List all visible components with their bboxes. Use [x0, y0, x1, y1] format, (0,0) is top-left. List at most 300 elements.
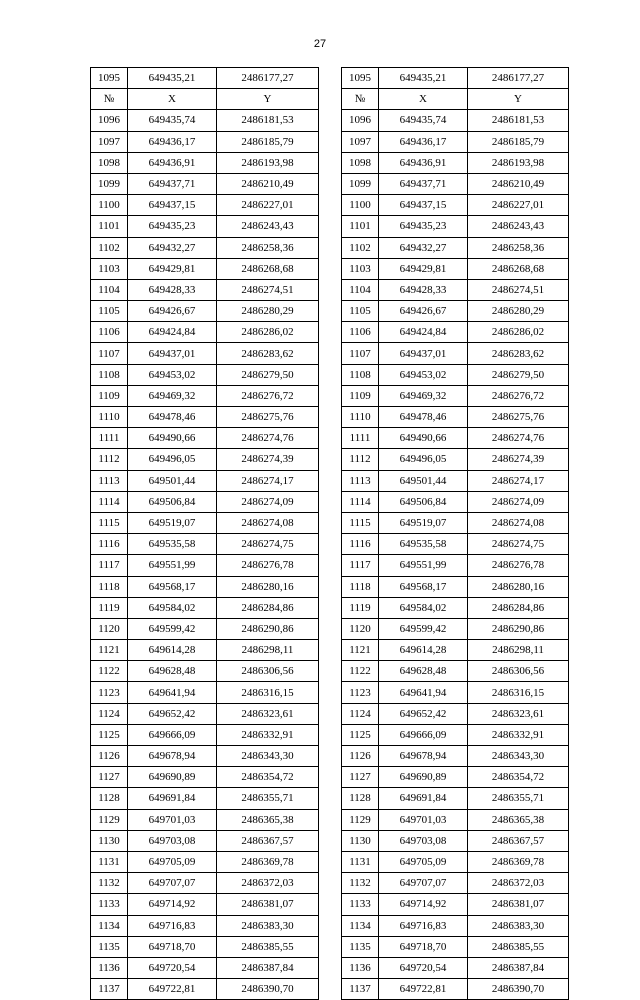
x-coordinate-cell-right: 649424,84: [379, 322, 468, 343]
point-number-cell-right: 1112: [342, 449, 379, 470]
y-coordinate-cell-left: 2486274,17: [217, 470, 319, 491]
table-gap: [319, 301, 342, 322]
point-number-cell-right: 1134: [342, 915, 379, 936]
x-coordinate-cell-right: 649599,42: [379, 618, 468, 639]
coordinates-table-body: [91, 68, 569, 1000]
table-row: [91, 279, 569, 300]
point-number-cell-left: 1120: [91, 618, 128, 639]
point-number-cell-left: 1129: [91, 809, 128, 830]
table-gap: [319, 279, 342, 300]
point-number-cell-right: 1133: [342, 894, 379, 915]
point-number-cell-right: 1095: [342, 68, 379, 89]
point-number-cell-left: 1108: [91, 364, 128, 385]
point-number-cell-right: 1116: [342, 534, 379, 555]
table-gap: [319, 936, 342, 957]
y-coordinate-cell-left: 2486227,01: [217, 195, 319, 216]
y-coordinate-cell-right: 2486177,27: [468, 68, 569, 89]
x-coordinate-cell-right: 649496,05: [379, 449, 468, 470]
table-row: [91, 173, 569, 194]
y-coordinate-cell-left: 2486383,30: [217, 915, 319, 936]
x-coordinate-cell-right: 649426,67: [379, 301, 468, 322]
table-gap: [319, 640, 342, 661]
table-row: [91, 237, 569, 258]
y-coordinate-cell-right: 2486181,53: [468, 110, 569, 131]
y-coordinate-cell-left: 2486298,11: [217, 640, 319, 661]
table-gap: [319, 957, 342, 978]
x-coordinate-cell-left: 649469,32: [128, 385, 217, 406]
x-coordinate-cell-right: 649614,28: [379, 640, 468, 661]
table-row: [91, 618, 569, 639]
point-number-cell-left: 1097: [91, 131, 128, 152]
table-row: [91, 682, 569, 703]
table-row: [91, 131, 569, 152]
table-gap: [319, 152, 342, 173]
point-number-cell-left: 1127: [91, 767, 128, 788]
point-number-cell-left: 1113: [91, 470, 128, 491]
table-row: [91, 534, 569, 555]
x-coordinate-cell-right: 649691,84: [379, 788, 468, 809]
point-number-cell-left: 1100: [91, 195, 128, 216]
point-number-cell-right: 1126: [342, 746, 379, 767]
point-number-cell-right: 1107: [342, 343, 379, 364]
table-gap: [319, 470, 342, 491]
y-coordinate-cell-right: 2486298,11: [468, 640, 569, 661]
point-number-cell-left: 1095: [91, 68, 128, 89]
y-coordinate-cell-right: 2486323,61: [468, 703, 569, 724]
x-coordinate-cell-right: 649690,89: [379, 767, 468, 788]
y-coordinate-cell-left: 2486243,43: [217, 216, 319, 237]
table-row: [91, 640, 569, 661]
point-number-cell-right: 1120: [342, 618, 379, 639]
y-coordinate-cell-right: 2486274,08: [468, 512, 569, 533]
x-coordinate-cell-left: 649435,74: [128, 110, 217, 131]
point-number-cell-left: 1115: [91, 512, 128, 533]
x-coordinate-cell-left: 649666,09: [128, 724, 217, 745]
table-gap: [319, 830, 342, 851]
x-coordinate-cell-right: 649641,94: [379, 682, 468, 703]
point-number-cell-right: 1102: [342, 237, 379, 258]
table-row: [91, 512, 569, 533]
y-coordinate-cell-right: 2486210,49: [468, 173, 569, 194]
y-coordinate-cell-right: 2486276,78: [468, 555, 569, 576]
table-gap: [319, 534, 342, 555]
table-gap: [319, 491, 342, 512]
y-coordinate-cell-left: 2486280,16: [217, 576, 319, 597]
y-coordinate-cell-right: 2486332,91: [468, 724, 569, 745]
point-number-cell-right: 1128: [342, 788, 379, 809]
y-coordinate-cell-right: 2486381,07: [468, 894, 569, 915]
x-coordinate-cell-right: 649652,42: [379, 703, 468, 724]
table-row: [91, 788, 569, 809]
y-coordinate-cell-left: 2486274,75: [217, 534, 319, 555]
coordinates-table: [90, 67, 569, 1000]
table-row: [91, 110, 569, 131]
x-coordinate-cell-left: 649722,81: [128, 979, 217, 1000]
y-coordinate-cell-right: 2486385,55: [468, 936, 569, 957]
x-coordinate-cell-right: 649437,71: [379, 173, 468, 194]
y-coordinate-cell-left: 2486387,84: [217, 957, 319, 978]
x-coordinate-cell-right: 649714,92: [379, 894, 468, 915]
point-number-cell-left: 1122: [91, 661, 128, 682]
point-number-cell-left: 1118: [91, 576, 128, 597]
x-coordinate-cell-right: 649718,70: [379, 936, 468, 957]
table-row: [91, 851, 569, 872]
header-x-left: X: [128, 89, 217, 110]
y-coordinate-cell-left: 2486283,62: [217, 343, 319, 364]
x-coordinate-cell-left: 649718,70: [128, 936, 217, 957]
y-coordinate-cell-left: 2486274,39: [217, 449, 319, 470]
x-coordinate-cell-left: 649678,94: [128, 746, 217, 767]
x-coordinate-cell-right: 649435,21: [379, 68, 468, 89]
x-coordinate-cell-right: 649436,91: [379, 152, 468, 173]
table-row: [91, 364, 569, 385]
table-gap: [319, 576, 342, 597]
header-y-right: Y: [468, 89, 569, 110]
point-number-cell-left: 1112: [91, 449, 128, 470]
y-coordinate-cell-right: 2486275,76: [468, 407, 569, 428]
point-number-cell-left: 1121: [91, 640, 128, 661]
x-coordinate-cell-right: 649535,58: [379, 534, 468, 555]
y-coordinate-cell-left: 2486354,72: [217, 767, 319, 788]
point-number-cell-left: 1137: [91, 979, 128, 1000]
table-gap: [319, 322, 342, 343]
point-number-cell-left: 1114: [91, 491, 128, 512]
table-row: [91, 576, 569, 597]
x-coordinate-cell-left: 649435,21: [128, 68, 217, 89]
x-coordinate-cell-right: 649568,17: [379, 576, 468, 597]
point-number-cell-right: 1100: [342, 195, 379, 216]
x-coordinate-cell-right: 649701,03: [379, 809, 468, 830]
table-header-row: [91, 89, 569, 110]
x-coordinate-cell-right: 649501,44: [379, 470, 468, 491]
x-coordinate-cell-left: 649691,84: [128, 788, 217, 809]
y-coordinate-cell-right: 2486258,36: [468, 237, 569, 258]
table-row: [91, 894, 569, 915]
x-coordinate-cell-left: 649436,17: [128, 131, 217, 152]
header-x-right: X: [379, 89, 468, 110]
x-coordinate-cell-left: 649424,84: [128, 322, 217, 343]
y-coordinate-cell-left: 2486385,55: [217, 936, 319, 957]
point-number-cell-left: 1110: [91, 407, 128, 428]
x-coordinate-cell-left: 649614,28: [128, 640, 217, 661]
y-coordinate-cell-right: 2486243,43: [468, 216, 569, 237]
table-row: [91, 703, 569, 724]
y-coordinate-cell-left: 2486274,09: [217, 491, 319, 512]
x-coordinate-cell-right: 649628,48: [379, 661, 468, 682]
point-number-cell-left: 1135: [91, 936, 128, 957]
table-row: [91, 216, 569, 237]
point-number-cell-right: 1106: [342, 322, 379, 343]
table-gap: [319, 724, 342, 745]
table-gap: [319, 703, 342, 724]
table-row: [91, 385, 569, 406]
table-row: [91, 597, 569, 618]
table-row: [91, 152, 569, 173]
y-coordinate-cell-right: 2486306,56: [468, 661, 569, 682]
point-number-cell-left: 1105: [91, 301, 128, 322]
y-coordinate-cell-right: 2486274,09: [468, 491, 569, 512]
point-number-cell-left: 1128: [91, 788, 128, 809]
table-gap: [319, 343, 342, 364]
point-number-cell-right: 1131: [342, 851, 379, 872]
point-number-cell-right: 1130: [342, 830, 379, 851]
y-coordinate-cell-left: 2486276,72: [217, 385, 319, 406]
point-number-cell-left: 1119: [91, 597, 128, 618]
y-coordinate-cell-right: 2486280,16: [468, 576, 569, 597]
table-gap: [319, 661, 342, 682]
table-row: [91, 979, 569, 1000]
x-coordinate-cell-right: 649678,94: [379, 746, 468, 767]
table-row: [91, 195, 569, 216]
table-gap: [319, 788, 342, 809]
point-number-cell-left: 1106: [91, 322, 128, 343]
table-gap: [319, 237, 342, 258]
point-number-cell-left: 1101: [91, 216, 128, 237]
table-row: [91, 470, 569, 491]
y-coordinate-cell-left: 2486177,27: [217, 68, 319, 89]
point-number-cell-right: 1121: [342, 640, 379, 661]
y-coordinate-cell-right: 2486372,03: [468, 873, 569, 894]
x-coordinate-cell-left: 649501,44: [128, 470, 217, 491]
table-gap: [319, 682, 342, 703]
x-coordinate-cell-left: 649478,46: [128, 407, 217, 428]
x-coordinate-cell-right: 649436,17: [379, 131, 468, 152]
x-coordinate-cell-right: 649703,08: [379, 830, 468, 851]
y-coordinate-cell-left: 2486367,57: [217, 830, 319, 851]
y-coordinate-cell-right: 2486280,29: [468, 301, 569, 322]
point-number-cell-right: 1096: [342, 110, 379, 131]
y-coordinate-cell-right: 2486343,30: [468, 746, 569, 767]
point-number-cell-left: 1136: [91, 957, 128, 978]
y-coordinate-cell-left: 2486276,78: [217, 555, 319, 576]
y-coordinate-cell-right: 2486365,38: [468, 809, 569, 830]
table-gap: [319, 746, 342, 767]
point-number-cell-right: 1097: [342, 131, 379, 152]
y-coordinate-cell-left: 2486381,07: [217, 894, 319, 915]
point-number-cell-left: 1132: [91, 873, 128, 894]
table-gap: [319, 428, 342, 449]
x-coordinate-cell-right: 649716,83: [379, 915, 468, 936]
point-number-cell-right: 1124: [342, 703, 379, 724]
y-coordinate-cell-left: 2486274,76: [217, 428, 319, 449]
table-gap: [319, 68, 342, 89]
y-coordinate-cell-left: 2486280,29: [217, 301, 319, 322]
y-coordinate-cell-right: 2486369,78: [468, 851, 569, 872]
table-gap: [319, 195, 342, 216]
point-number-cell-right: 1099: [342, 173, 379, 194]
y-coordinate-cell-right: 2486268,68: [468, 258, 569, 279]
table-gap: [319, 89, 342, 110]
table-row: [91, 322, 569, 343]
x-coordinate-cell-right: 649478,46: [379, 407, 468, 428]
x-coordinate-cell-left: 649436,91: [128, 152, 217, 173]
y-coordinate-cell-right: 2486274,76: [468, 428, 569, 449]
y-coordinate-cell-left: 2486332,91: [217, 724, 319, 745]
table-gap: [319, 364, 342, 385]
point-number-cell-right: 1132: [342, 873, 379, 894]
x-coordinate-cell-left: 649437,15: [128, 195, 217, 216]
point-number-cell-left: 1104: [91, 279, 128, 300]
y-coordinate-cell-right: 2486286,02: [468, 322, 569, 343]
table-gap: [319, 618, 342, 639]
x-coordinate-cell-right: 649720,54: [379, 957, 468, 978]
table-gap: [319, 915, 342, 936]
x-coordinate-cell-left: 649551,99: [128, 555, 217, 576]
x-coordinate-cell-left: 649690,89: [128, 767, 217, 788]
table-row: [91, 491, 569, 512]
point-number-cell-right: 1103: [342, 258, 379, 279]
table-row: [91, 830, 569, 851]
x-coordinate-cell-right: 649707,07: [379, 873, 468, 894]
point-number-cell-right: 1111: [342, 428, 379, 449]
point-number-cell-right: 1108: [342, 364, 379, 385]
table-gap: [319, 597, 342, 618]
x-coordinate-cell-left: 649429,81: [128, 258, 217, 279]
table-row: [91, 343, 569, 364]
point-number-cell-right: 1098: [342, 152, 379, 173]
point-number-cell-right: 1113: [342, 470, 379, 491]
y-coordinate-cell-right: 2486367,57: [468, 830, 569, 851]
y-coordinate-cell-left: 2486279,50: [217, 364, 319, 385]
table-gap: [319, 979, 342, 1000]
y-coordinate-cell-right: 2486274,39: [468, 449, 569, 470]
point-number-cell-left: 1099: [91, 173, 128, 194]
y-coordinate-cell-left: 2486306,56: [217, 661, 319, 682]
x-coordinate-cell-right: 649551,99: [379, 555, 468, 576]
point-number-cell-right: 1110: [342, 407, 379, 428]
x-coordinate-cell-left: 649437,71: [128, 173, 217, 194]
x-coordinate-cell-right: 649506,84: [379, 491, 468, 512]
x-coordinate-cell-right: 649437,15: [379, 195, 468, 216]
point-number-cell-right: 1109: [342, 385, 379, 406]
y-coordinate-cell-left: 2486181,53: [217, 110, 319, 131]
y-coordinate-cell-left: 2486274,08: [217, 512, 319, 533]
table-row: [91, 746, 569, 767]
y-coordinate-cell-right: 2486274,75: [468, 534, 569, 555]
point-number-cell-right: 1104: [342, 279, 379, 300]
x-coordinate-cell-left: 649453,02: [128, 364, 217, 385]
y-coordinate-cell-right: 2486383,30: [468, 915, 569, 936]
point-number-cell-left: 1103: [91, 258, 128, 279]
point-number-cell-left: 1117: [91, 555, 128, 576]
table-gap: [319, 131, 342, 152]
table-gap: [319, 555, 342, 576]
table-gap: [319, 110, 342, 131]
y-coordinate-cell-left: 2486193,98: [217, 152, 319, 173]
point-number-cell-right: 1115: [342, 512, 379, 533]
x-coordinate-cell-left: 649716,83: [128, 915, 217, 936]
x-coordinate-cell-left: 649707,07: [128, 873, 217, 894]
x-coordinate-cell-left: 649652,42: [128, 703, 217, 724]
table-gap: [319, 173, 342, 194]
x-coordinate-cell-left: 649496,05: [128, 449, 217, 470]
point-number-cell-right: 1123: [342, 682, 379, 703]
y-coordinate-cell-left: 2486343,30: [217, 746, 319, 767]
table-row: [91, 301, 569, 322]
table-row: [91, 873, 569, 894]
table-row: [91, 449, 569, 470]
table-gap: [319, 385, 342, 406]
point-number-cell-right: 1117: [342, 555, 379, 576]
point-number-cell-left: 1124: [91, 703, 128, 724]
y-coordinate-cell-left: 2486275,76: [217, 407, 319, 428]
table-row: [91, 767, 569, 788]
x-coordinate-cell-right: 649584,02: [379, 597, 468, 618]
y-coordinate-cell-right: 2486290,86: [468, 618, 569, 639]
x-coordinate-cell-left: 649714,92: [128, 894, 217, 915]
header-y-left: Y: [217, 89, 319, 110]
table-row: [91, 68, 569, 89]
point-number-cell-right: 1105: [342, 301, 379, 322]
y-coordinate-cell-right: 2486316,15: [468, 682, 569, 703]
header-number-right: №: [342, 89, 379, 110]
point-number-cell-left: 1107: [91, 343, 128, 364]
y-coordinate-cell-left: 2486316,15: [217, 682, 319, 703]
point-number-cell-left: 1102: [91, 237, 128, 258]
x-coordinate-cell-left: 649435,23: [128, 216, 217, 237]
x-coordinate-cell-left: 649701,03: [128, 809, 217, 830]
y-coordinate-cell-left: 2486286,02: [217, 322, 319, 343]
y-coordinate-cell-right: 2486185,79: [468, 131, 569, 152]
point-number-cell-left: 1109: [91, 385, 128, 406]
table-gap: [319, 767, 342, 788]
x-coordinate-cell-left: 649432,27: [128, 237, 217, 258]
y-coordinate-cell-right: 2486279,50: [468, 364, 569, 385]
y-coordinate-cell-right: 2486227,01: [468, 195, 569, 216]
point-number-cell-left: 1096: [91, 110, 128, 131]
table-gap: [319, 512, 342, 533]
point-number-cell-left: 1123: [91, 682, 128, 703]
x-coordinate-cell-left: 649705,09: [128, 851, 217, 872]
point-number-cell-right: 1122: [342, 661, 379, 682]
y-coordinate-cell-left: 2486390,70: [217, 979, 319, 1000]
point-number-cell-left: 1111: [91, 428, 128, 449]
x-coordinate-cell-right: 649435,74: [379, 110, 468, 131]
x-coordinate-cell-right: 649437,01: [379, 343, 468, 364]
x-coordinate-cell-right: 649705,09: [379, 851, 468, 872]
table-row: [91, 809, 569, 830]
table-gap: [319, 407, 342, 428]
y-coordinate-cell-right: 2486274,51: [468, 279, 569, 300]
table-gap: [319, 809, 342, 830]
table-gap: [319, 873, 342, 894]
table-gap: [319, 449, 342, 470]
point-number-cell-left: 1126: [91, 746, 128, 767]
table-row: [91, 661, 569, 682]
point-number-cell-right: 1137: [342, 979, 379, 1000]
point-number-cell-left: 1133: [91, 894, 128, 915]
x-coordinate-cell-left: 649584,02: [128, 597, 217, 618]
table-gap: [319, 216, 342, 237]
x-coordinate-cell-right: 649429,81: [379, 258, 468, 279]
point-number-cell-left: 1134: [91, 915, 128, 936]
table-row: [91, 936, 569, 957]
table-row: [91, 407, 569, 428]
y-coordinate-cell-left: 2486268,68: [217, 258, 319, 279]
point-number-cell-left: 1131: [91, 851, 128, 872]
point-number-cell-right: 1119: [342, 597, 379, 618]
y-coordinate-cell-left: 2486185,79: [217, 131, 319, 152]
x-coordinate-cell-left: 649599,42: [128, 618, 217, 639]
point-number-cell-left: 1098: [91, 152, 128, 173]
point-number-cell-right: 1125: [342, 724, 379, 745]
y-coordinate-cell-right: 2486390,70: [468, 979, 569, 1000]
y-coordinate-cell-right: 2486355,71: [468, 788, 569, 809]
y-coordinate-cell-left: 2486323,61: [217, 703, 319, 724]
y-coordinate-cell-left: 2486369,78: [217, 851, 319, 872]
x-coordinate-cell-left: 649490,66: [128, 428, 217, 449]
x-coordinate-cell-left: 649535,58: [128, 534, 217, 555]
